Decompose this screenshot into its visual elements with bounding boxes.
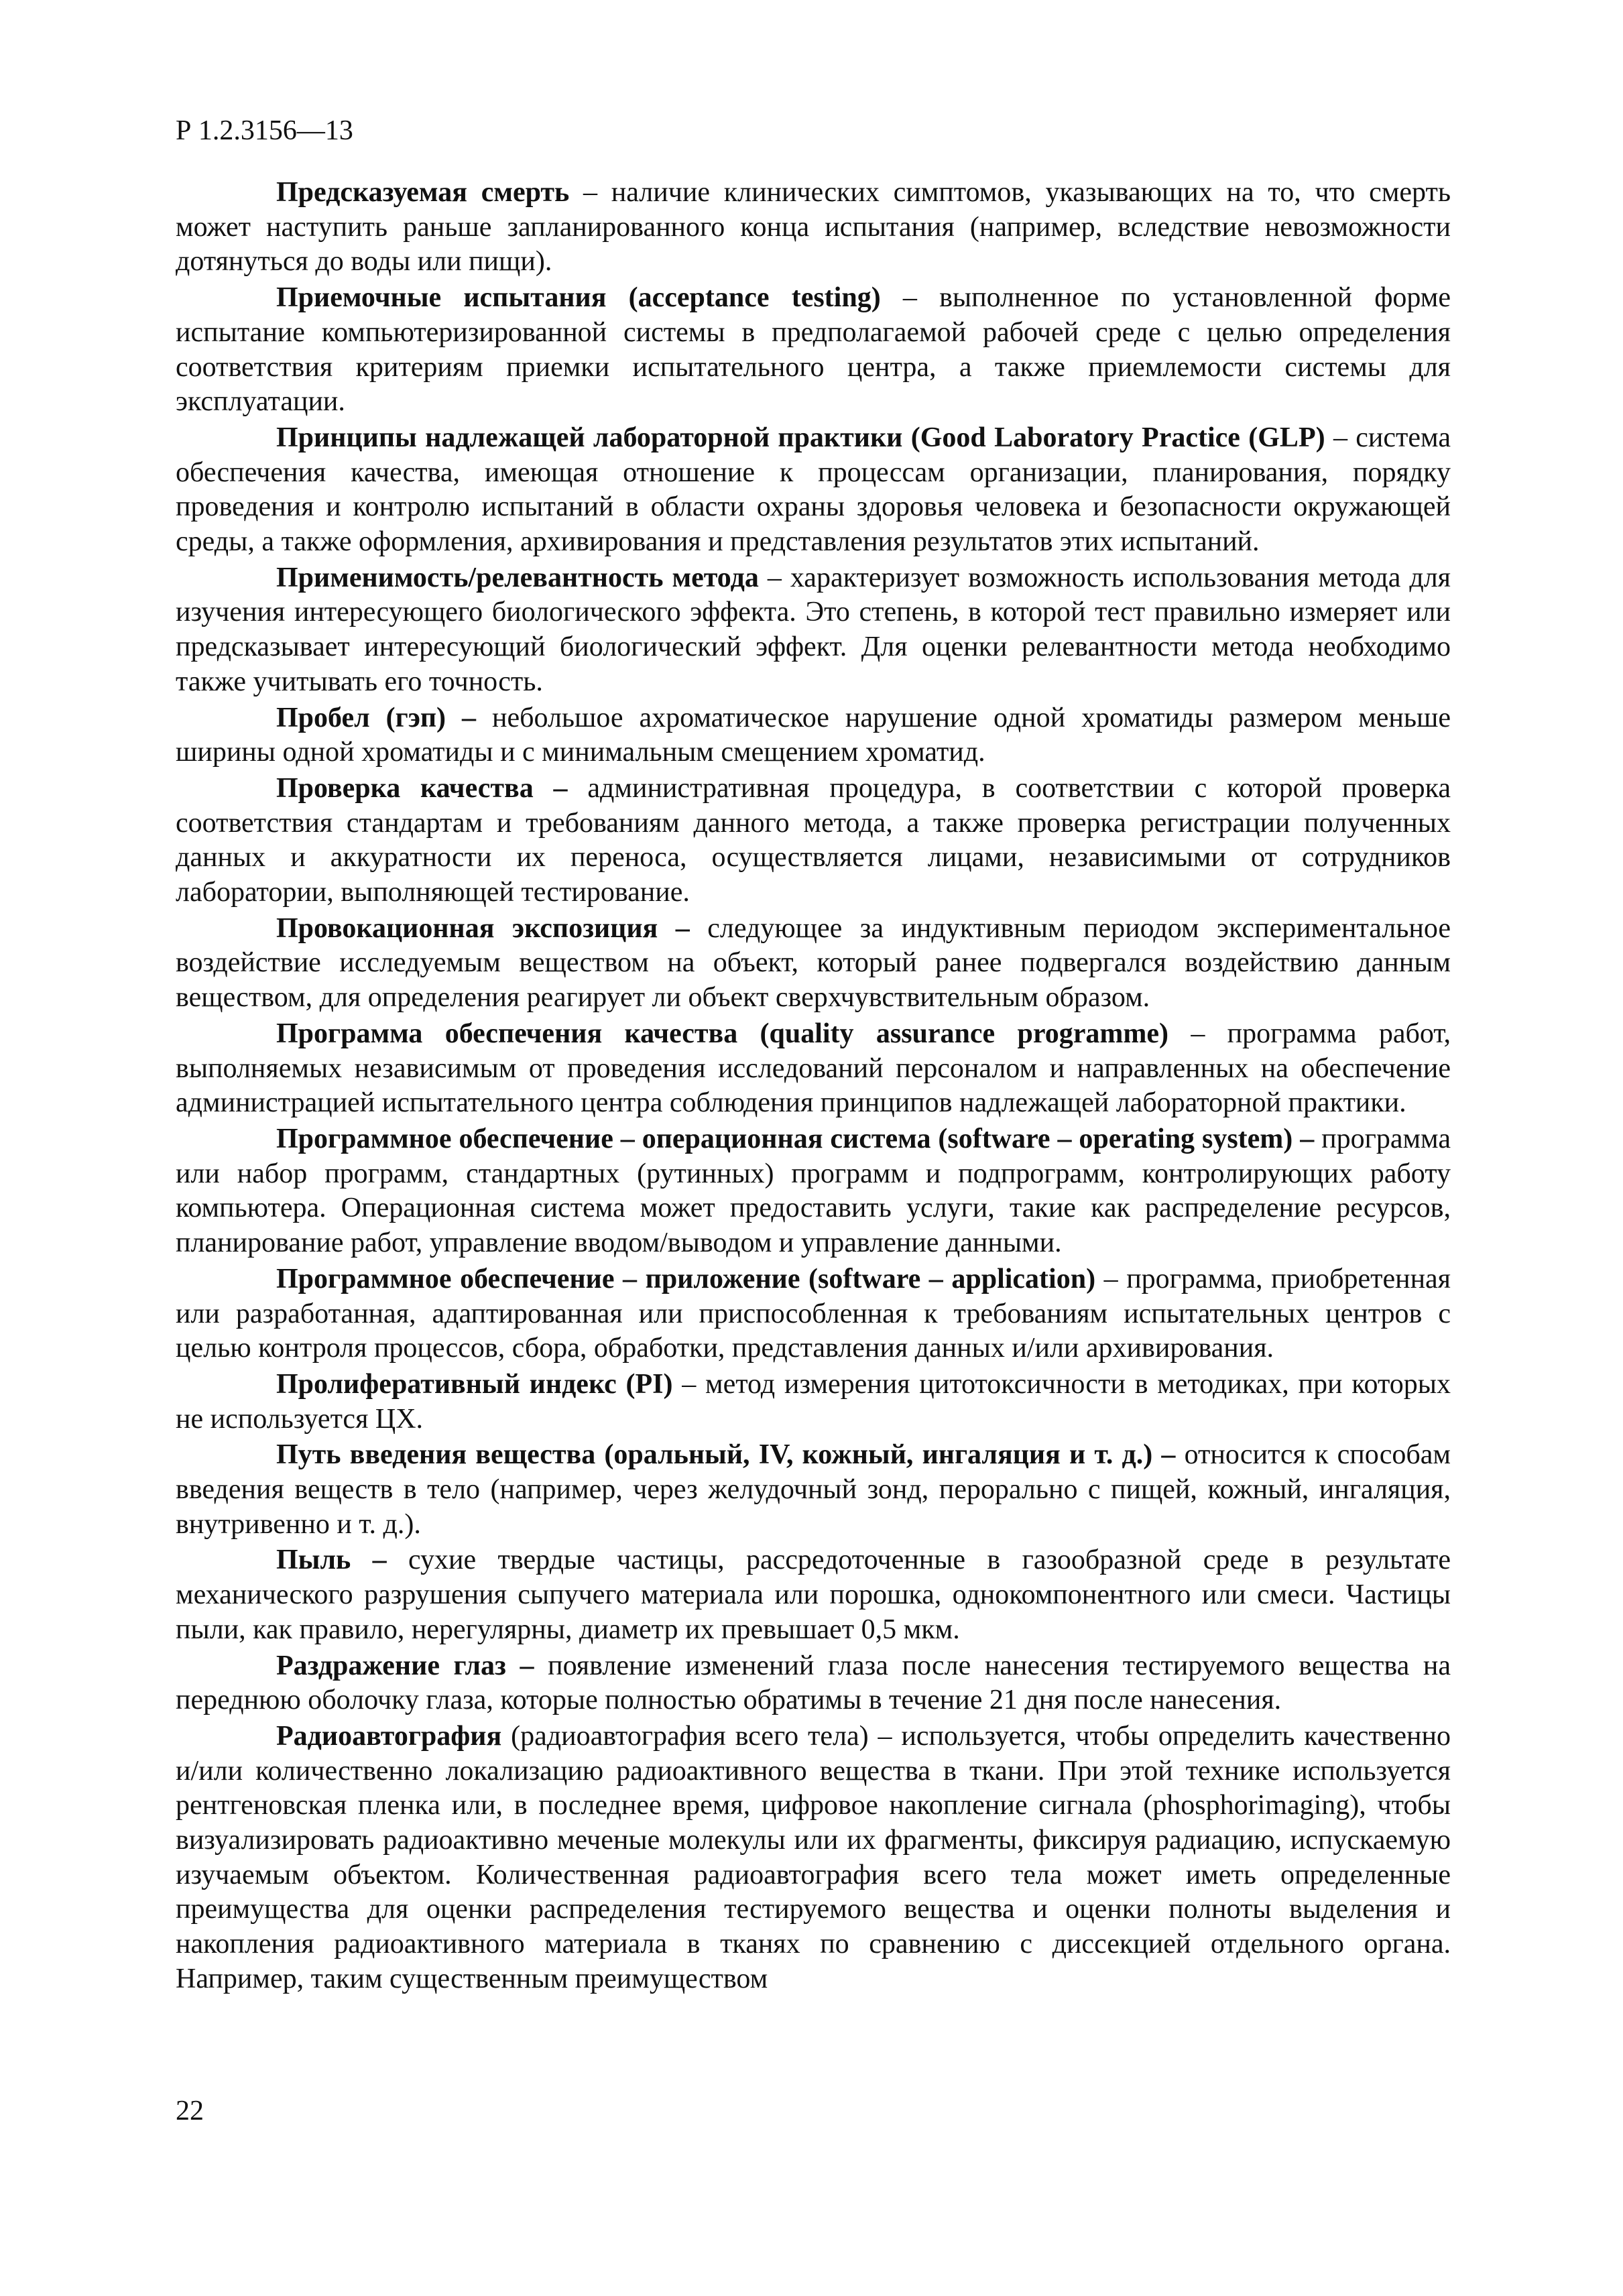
glossary-definition: – программа работ, выполняемых независимым от проведения исследований персоналом и направленных на обеспечение администрацией испытательного центра соблюдения принципов надлежащей лабораторной практики. — [176, 1018, 1451, 1119]
glossary-term: Программа обеспечения качества (quality assurance programme) — [276, 1018, 1169, 1049]
glossary-entry — [176, 1017, 1451, 1121]
glossary-entry — [176, 176, 1451, 280]
glossary-entry — [176, 1438, 1451, 1542]
glossary-term: Применимость/релевантность метода — [276, 562, 759, 593]
glossary-entry — [176, 1719, 1451, 1997]
glossary-term: Программное обеспечение – операционная система (software – operating system) – — [276, 1123, 1315, 1154]
glossary-entry — [176, 912, 1451, 1016]
glossary-entry — [176, 561, 1451, 700]
document-code-header: Р 1.2.3156—13 — [176, 115, 353, 146]
glossary-definition: сухие твердые частицы, рассредоточенные в газообразной среде в результате механического разрушения сыпучего материала или порошка, однокомпонентного или смеси. Частицы пыли, как правило, нерегулярны, диаметр их превышает 0,5 мкм. — [176, 1545, 1451, 1645]
glossary-term: Радиоавтография — [276, 1720, 502, 1752]
glossary-term: Пролиферативный индекс (PI) — [276, 1368, 673, 1400]
glossary-term: Раздражение глаз – — [276, 1650, 534, 1681]
glossary-definition: небольшое ахроматическое нарушение одной хроматиды размером меньше ширины одной хроматиды и с минимальным смещением хроматид. — [176, 702, 1451, 768]
glossary-term: Принципы надлежащей лабораторной практики (Good Laboratory Practice (GLP) — [276, 422, 1325, 453]
glossary-term: Путь введения вещества (оральный, IV, кожный, ингаляция и т. д.) – — [276, 1439, 1176, 1471]
glossary-entry — [176, 1368, 1451, 1437]
glossary-definition: – выполненное по установленной форме испытание компьютеризированной системы в предполагаемой рабочей среде с целью определения соответствия критериям приемки испытательного центра, а также приемлемости системы для эксплуатации. — [176, 282, 1451, 418]
glossary-entry — [176, 772, 1451, 910]
glossary-body — [176, 176, 1451, 1998]
glossary-definition: – характеризует возможность использования метода для изучения интересующего биологического эффекта. Это степень, в которой тест правильно измеряет или предсказывает интересующий биологический эффект. Для оценки релевантности метода необходимо также учитывать его точность. — [176, 562, 1451, 697]
glossary-term: Пыль – — [276, 1545, 387, 1576]
glossary-definition: – метод измерения цитотоксичности в методиках, при которых не используется ЦХ. — [176, 1368, 1451, 1435]
glossary-entry — [176, 1122, 1451, 1261]
glossary-definition: (радиоавтография всего тела) – используется, чтобы определить качественно и/или количественно локализацию радиоактивного вещества в ткани. При этой технике используется рентгеновская пленка или, в последнее время, цифровое накопление сигнала (phosphorimaging), чтобы визуализировать радиоактивно меченые молекулы или их фрагменты, фиксируя радиацию, испускаемую изучаемым объектом. Количественная радиоавтография всего тела может иметь определенные преимущества для оценки распределения тестируемого вещества и оценки полноты выделения и накопления радиоактивного материала в тканях по сравнению с диссекцией отдельного органа. Например, таким существенным преимуществом — [176, 1720, 1451, 1994]
glossary-entry — [176, 421, 1451, 560]
glossary-definition: следующее за индуктивным периодом экспериментальное воздействие исследуемым веществом на объект, который ранее подвергался воздействию данным веществом, для определения реагирует ли объект сверхчувствительным образом. — [176, 912, 1451, 1014]
page-number: 22 — [176, 2096, 204, 2126]
glossary-entry — [176, 701, 1451, 770]
glossary-term: Предсказуемая смерть — [276, 177, 570, 208]
glossary-definition: – система обеспечения качества, имеющая отношение к процессам организации, планирования, порядку проведения и контролю испытаний в области охраны здоровья человека и безопасности окружающей среды, а также оформления, архивирования и представления результатов этих испытаний. — [176, 422, 1451, 558]
glossary-definition: – программа, приобретенная или разработанная, адаптированная или приспособленная к требованиям испытательных центров с целью контроля процессов, сбора, обработки, представления данных и/или архивирования. — [176, 1263, 1451, 1364]
glossary-term: Программное обеспечение – приложение (software – application) — [276, 1263, 1096, 1294]
glossary-definition: появление изменений глаза после нанесения тестируемого вещества на переднюю оболочку глаза, которые полностью обратимы в течение 21 дня после нанесения. — [176, 1650, 1451, 1716]
glossary-entry — [176, 281, 1451, 420]
glossary-definition: – наличие клинических симптомов, указывающих на то, что смерть может наступить раньше запланированного конца испытания (например, вследствие невозможности дотянуться до воды или пищи). — [176, 177, 1451, 278]
glossary-definition: относится к способам введения веществ в тело (например, через желудочный зонд, перорально с пищей, кожный, ингаляция, внутривенно и т. д.). — [176, 1439, 1451, 1540]
glossary-term: Приемочные испытания (acceptance testing) — [276, 282, 881, 314]
glossary-entry — [176, 1543, 1451, 1647]
glossary-entry — [176, 1262, 1451, 1366]
glossary-term: Проверка качества – — [276, 772, 568, 804]
glossary-entry — [176, 1649, 1451, 1718]
glossary-term: Провокационная экспозиция – — [276, 912, 690, 944]
glossary-definition: программа или набор программ, стандартных (рутинных) программ и подпрограмм, контролирующих работу компьютера. Операционная система может предоставить услуги, такие как распределение ресурсов, планирование работ, управление вводом/выводом и управление данными. — [176, 1123, 1451, 1259]
glossary-definition: административная процедура, в соответствии с которой проверка соответствия стандартам и требованиям данного метода, а также проверка регистрации полученных данных и аккуратности их переноса, осуществляется лицами, независимыми от сотрудников лаборатории, выполняющей тестирование. — [176, 772, 1451, 908]
glossary-term: Пробел (гэп) – — [276, 702, 477, 733]
